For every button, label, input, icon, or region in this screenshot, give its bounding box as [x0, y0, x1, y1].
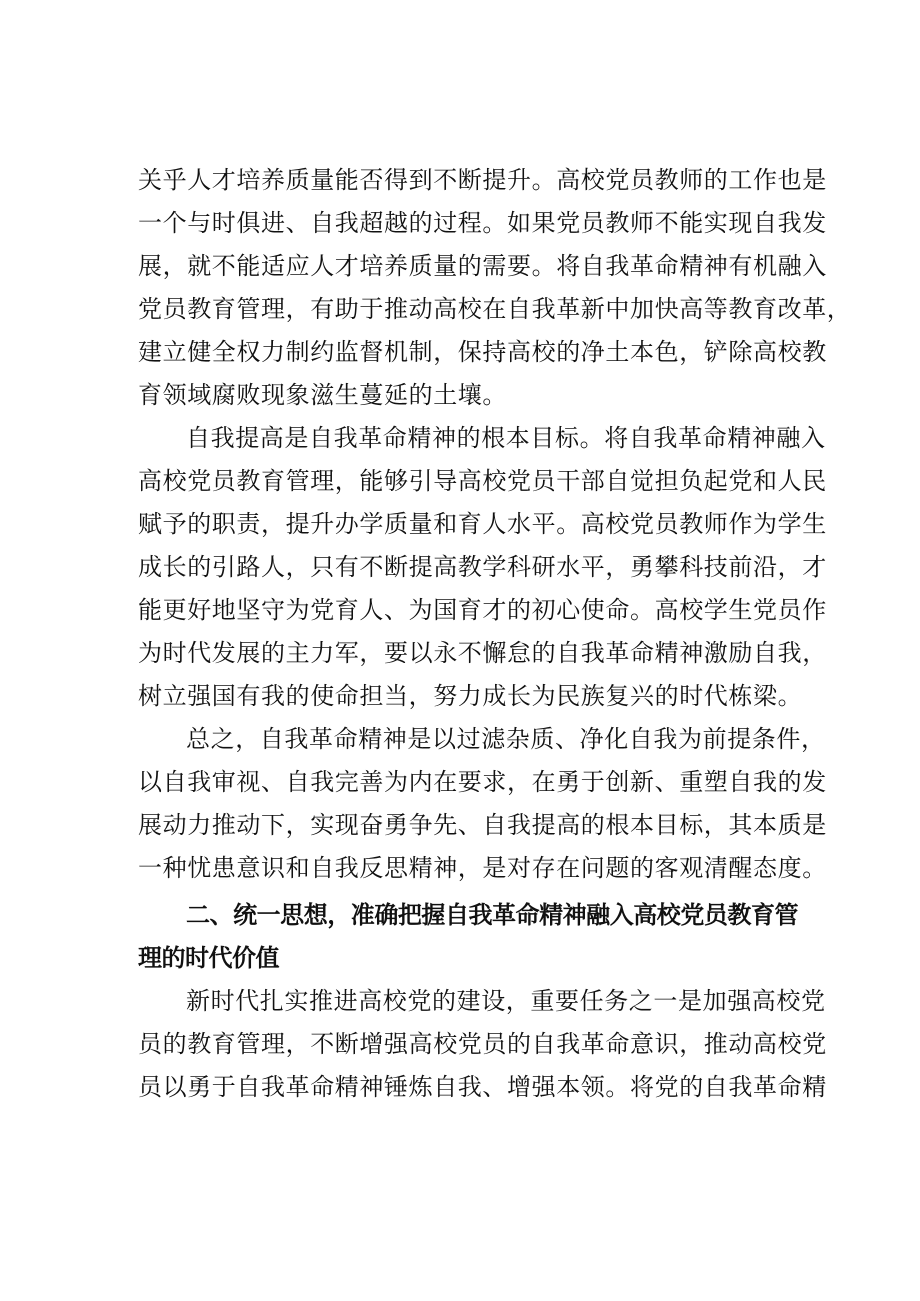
- section-heading-line: 理的时代价值: [138, 944, 279, 972]
- paragraph-line: 树立强国有我的使命担当，努力成长为民族复兴的时代栋梁。: [138, 682, 803, 710]
- paragraph-line: 为时代发展的主力军，要以永不懈怠的自我革命精神激励自我，: [138, 639, 827, 667]
- paragraph-line: 展动力推动下，实现奋勇争先、自我提高的根本目标，其本质是: [138, 811, 827, 839]
- paragraph-line: 员以勇于自我革命精神锤炼自我、增强本领。将党的自我革命精: [138, 1073, 827, 1101]
- paragraph-line: 高校党员教育管理，能够引导高校党员干部自觉担负起党和人民: [138, 467, 827, 495]
- paragraph-line: 自我提高是自我革命精神的根本目标。将自我革命精神融入: [186, 424, 826, 452]
- section-heading-line: 二、统一思想，准确把握自我革命精神融入高校党员教育管: [186, 901, 798, 929]
- paragraph-line: 成长的引路人，只有不断提高教学科研水平，勇攀科技前沿，才: [138, 553, 827, 581]
- paragraph-line: 关乎人才培养质量能否得到不断提升。高校党员教师的工作也是: [138, 166, 827, 194]
- paragraph-line: 育领域腐败现象滋生蔓延的土壤。: [138, 381, 507, 409]
- paragraph-line: 员的教育管理，不断增强高校党员的自我革命意识，推动高校党: [138, 1030, 827, 1058]
- paragraph-line: 党员教育管理，有助于推动高校在自我革新中加快高等教育改革，: [138, 295, 852, 323]
- paragraph-line: 新时代扎实推进高校党的建设，重要任务之一是加强高校党: [186, 987, 826, 1015]
- paragraph-line: 一个与时俱进、自我超越的过程。如果党员教师不能实现自我发: [138, 209, 827, 237]
- paragraph-line: 展，就不能适应人才培养质量的需要。将自我革命精神有机融入: [138, 252, 827, 280]
- paragraph-line: 以自我审视、自我完善为内在要求，在勇于创新、重塑自我的发: [138, 768, 827, 796]
- paragraph-line: 建立健全权力制约监督机制，保持高校的净土本色，铲除高校教: [138, 338, 827, 366]
- paragraph-line: 总之，自我革命精神是以过滤杂质、净化自我为前提条件，: [186, 725, 826, 753]
- paragraph-line: 一种忧患意识和自我反思精神，是对存在问题的客观清醒态度。: [138, 854, 827, 882]
- paragraph-line: 能更好地坚守为党育人、为国育才的初心使命。高校学生党员作: [138, 596, 827, 624]
- paragraph-line: 赋予的职责，提升办学质量和育人水平。高校党员教师作为学生: [138, 510, 827, 538]
